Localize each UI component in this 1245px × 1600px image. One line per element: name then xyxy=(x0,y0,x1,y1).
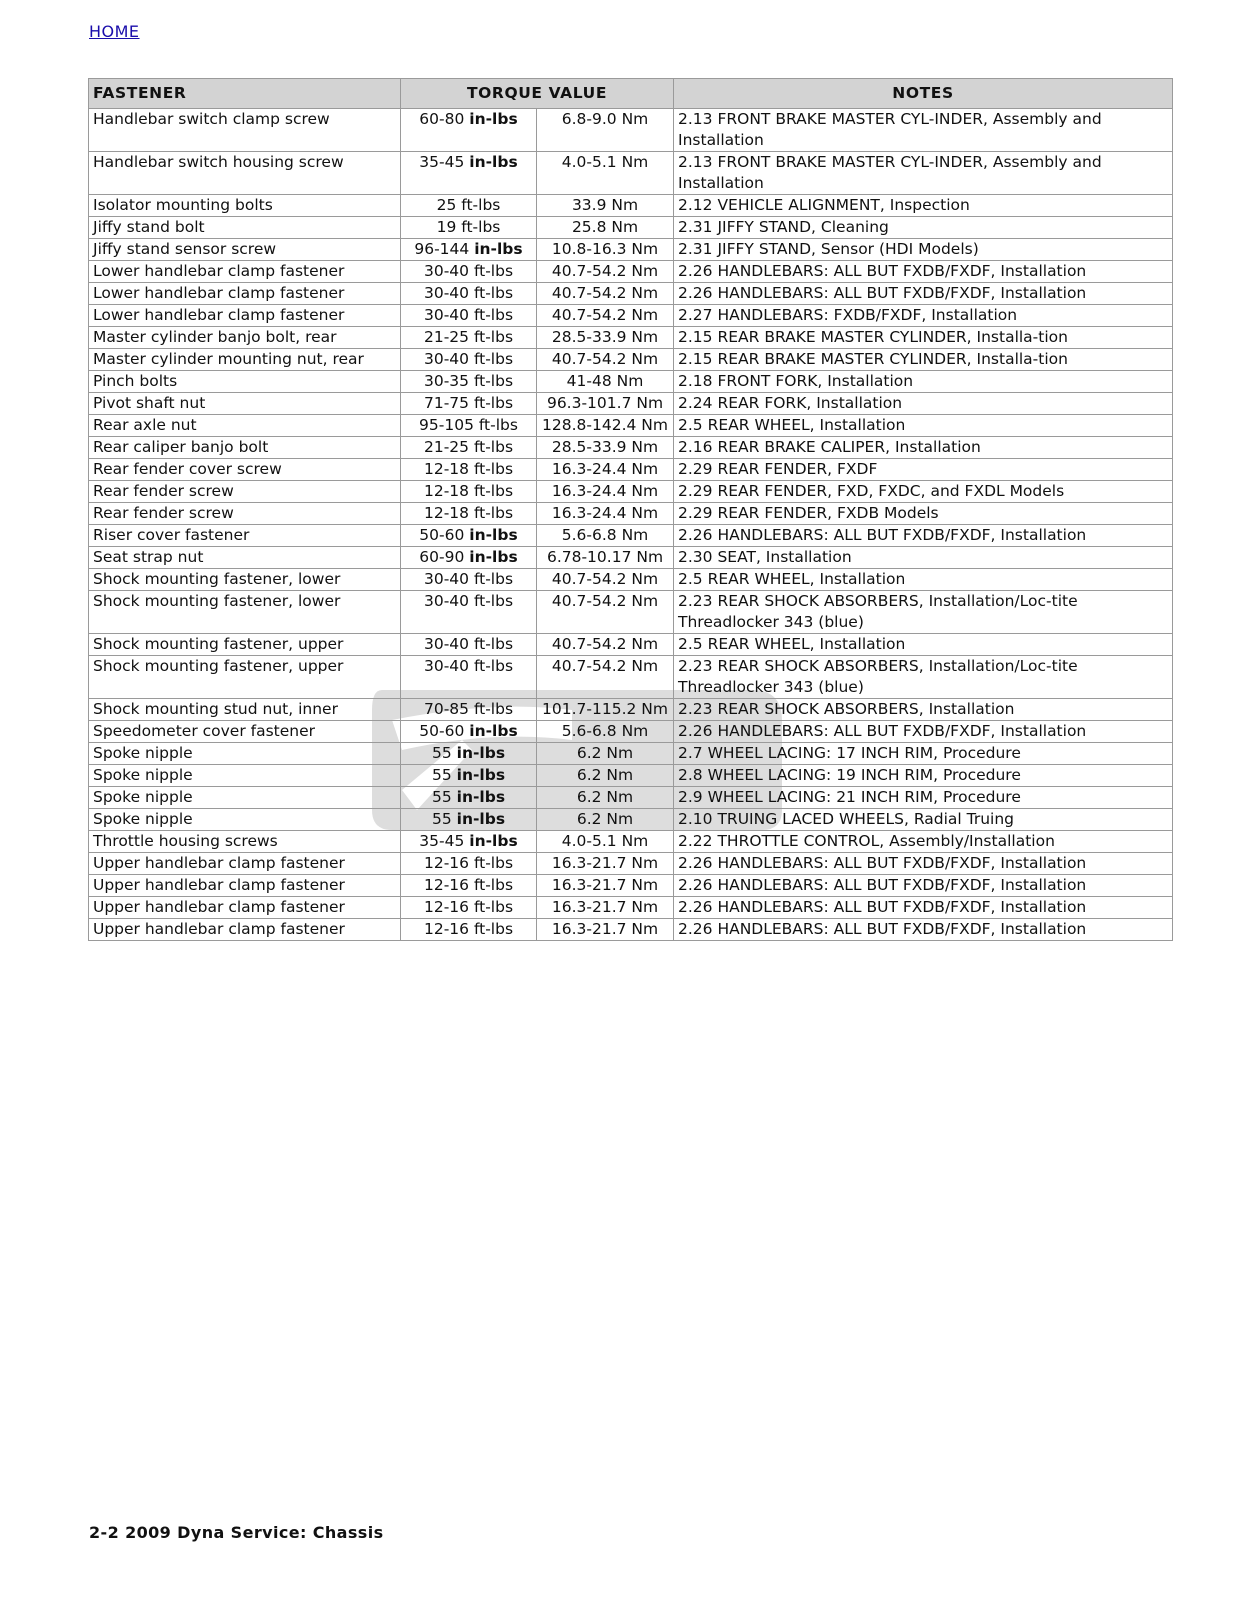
notes-cell: 2.23 REAR SHOCK ABSORBERS, Installation/Loc-tite Threadlocker 343 (blue) xyxy=(674,656,1173,699)
notes-cell: 2.26 HANDLEBARS: ALL BUT FXDB/FXDF, Installation xyxy=(674,525,1173,547)
table-row xyxy=(89,721,1173,743)
torque-value: 30-40 xyxy=(423,657,470,675)
torque-imperial-cell xyxy=(401,261,537,283)
header-torque-value: TORQUE VALUE xyxy=(401,79,674,109)
torque-metric-cell: 40.7-54.2 Nm xyxy=(537,283,674,305)
torque-unit: ft-lbs xyxy=(473,898,514,916)
torque-imperial-cell xyxy=(401,415,537,437)
torque-value: 30-40 xyxy=(423,570,470,588)
fastener-cell: Spoke nipple xyxy=(89,787,401,809)
torque-unit: in-lbs xyxy=(474,240,523,258)
torque-unit: ft-lbs xyxy=(473,700,514,718)
torque-value: 55 xyxy=(431,766,452,784)
table-row xyxy=(89,152,1173,195)
torque-imperial-cell xyxy=(401,283,537,305)
torque-value: 30-40 xyxy=(423,350,470,368)
torque-metric-cell: 40.7-54.2 Nm xyxy=(537,634,674,656)
torque-metric-cell: 40.7-54.2 Nm xyxy=(537,569,674,591)
table-row xyxy=(89,195,1173,217)
torque-metric-cell: 6.2 Nm xyxy=(537,809,674,831)
torque-value: 60-90 xyxy=(419,548,465,566)
torque-imperial-cell xyxy=(401,656,537,699)
torque-metric-cell: 6.2 Nm xyxy=(537,787,674,809)
table-row xyxy=(89,239,1173,261)
torque-imperial-cell xyxy=(401,853,537,875)
header-notes: NOTES xyxy=(674,79,1173,109)
table-row xyxy=(89,743,1173,765)
torque-metric-cell: 16.3-24.4 Nm xyxy=(537,481,674,503)
fastener-cell: Handlebar switch housing screw xyxy=(89,152,401,195)
torque-imperial-cell xyxy=(401,371,537,393)
torque-imperial-cell xyxy=(401,809,537,831)
table-row xyxy=(89,809,1173,831)
notes-cell: 2.9 WHEEL LACING: 21 INCH RIM, Procedure xyxy=(674,787,1173,809)
notes-cell: 2.24 REAR FORK, Installation xyxy=(674,393,1173,415)
fastener-cell: Spoke nipple xyxy=(89,743,401,765)
torque-unit: in-lbs xyxy=(469,722,518,740)
torque-value: 50-60 xyxy=(419,526,465,544)
torque-value: 96-144 xyxy=(414,240,470,258)
fastener-cell: Throttle housing screws xyxy=(89,831,401,853)
torque-value: 12-18 xyxy=(423,482,470,500)
torque-metric-cell: 6.2 Nm xyxy=(537,765,674,787)
torque-imperial-cell xyxy=(401,459,537,481)
torque-unit: in-lbs xyxy=(469,832,518,850)
torque-value: 95-105 xyxy=(419,416,474,434)
table-row xyxy=(89,634,1173,656)
torque-value: 12-16 xyxy=(423,920,470,938)
notes-cell: 2.15 REAR BRAKE MASTER CYLINDER, Installa-tion xyxy=(674,349,1173,371)
table-row xyxy=(89,109,1173,152)
torque-metric-cell: 96.3-101.7 Nm xyxy=(537,393,674,415)
fastener-cell: Pivot shaft nut xyxy=(89,393,401,415)
torque-metric-cell: 16.3-24.4 Nm xyxy=(537,503,674,525)
torque-metric-cell: 5.6-6.8 Nm xyxy=(537,525,674,547)
torque-imperial-cell xyxy=(401,109,537,152)
notes-cell: 2.26 HANDLEBARS: ALL BUT FXDB/FXDF, Installation xyxy=(674,721,1173,743)
fastener-cell: Pinch bolts xyxy=(89,371,401,393)
torque-imperial-cell xyxy=(401,437,537,459)
notes-cell: 2.12 VEHICLE ALIGNMENT, Inspection xyxy=(674,195,1173,217)
notes-cell: 2.16 REAR BRAKE CALIPER, Installation xyxy=(674,437,1173,459)
torque-unit: ft-lbs xyxy=(473,284,514,302)
fastener-cell: Shock mounting fastener, upper xyxy=(89,634,401,656)
torque-value: 30-40 xyxy=(423,262,470,280)
table-row xyxy=(89,261,1173,283)
page-footer: 2-2 2009 Dyna Service: Chassis xyxy=(89,1523,384,1542)
notes-cell: 2.23 REAR SHOCK ABSORBERS, Installation/Loc-tite Threadlocker 343 (blue) xyxy=(674,591,1173,634)
notes-cell: 2.26 HANDLEBARS: ALL BUT FXDB/FXDF, Installation xyxy=(674,919,1173,941)
notes-cell: 2.8 WHEEL LACING: 19 INCH RIM, Procedure xyxy=(674,765,1173,787)
torque-value: 30-40 xyxy=(423,635,470,653)
fastener-cell: Rear fender cover screw xyxy=(89,459,401,481)
notes-cell: 2.26 HANDLEBARS: ALL BUT FXDB/FXDF, Installation xyxy=(674,853,1173,875)
table-row xyxy=(89,787,1173,809)
table-body xyxy=(89,109,1173,941)
torque-imperial-cell xyxy=(401,765,537,787)
notes-cell: 2.13 FRONT BRAKE MASTER CYL-INDER, Assembly and Installation xyxy=(674,152,1173,195)
torque-imperial-cell xyxy=(401,152,537,195)
notes-cell: 2.29 REAR FENDER, FXDB Models xyxy=(674,503,1173,525)
notes-cell: 2.31 JIFFY STAND, Cleaning xyxy=(674,217,1173,239)
notes-cell: 2.23 REAR SHOCK ABSORBERS, Installation xyxy=(674,699,1173,721)
table-row xyxy=(89,327,1173,349)
torque-unit: ft-lbs xyxy=(473,482,514,500)
torque-metric-cell: 16.3-24.4 Nm xyxy=(537,459,674,481)
torque-metric-cell: 6.2 Nm xyxy=(537,743,674,765)
table-row xyxy=(89,393,1173,415)
torque-imperial-cell xyxy=(401,831,537,853)
torque-unit: ft-lbs xyxy=(473,372,514,390)
torque-unit: ft-lbs xyxy=(473,306,514,324)
fastener-cell: Speedometer cover fastener xyxy=(89,721,401,743)
fastener-cell: Upper handlebar clamp fastener xyxy=(89,919,401,941)
notes-cell: 2.5 REAR WHEEL, Installation xyxy=(674,415,1173,437)
table-row xyxy=(89,305,1173,327)
torque-metric-cell: 5.6-6.8 Nm xyxy=(537,721,674,743)
fastener-cell: Rear fender screw xyxy=(89,481,401,503)
notes-cell: 2.29 REAR FENDER, FXD, FXDC, and FXDL Models xyxy=(674,481,1173,503)
torque-value: 12-18 xyxy=(423,460,470,478)
torque-metric-cell: 6.78-10.17 Nm xyxy=(537,547,674,569)
home-link[interactable]: HOME xyxy=(89,22,140,41)
torque-unit: ft-lbs xyxy=(473,504,514,522)
torque-unit: in-lbs xyxy=(456,766,506,784)
table-row xyxy=(89,217,1173,239)
notes-cell: 2.22 THROTTLE CONTROL, Assembly/Installation xyxy=(674,831,1173,853)
torque-value: 12-16 xyxy=(423,876,470,894)
torque-imperial-cell xyxy=(401,525,537,547)
torque-value: 21-25 xyxy=(423,438,470,456)
notes-cell: 2.26 HANDLEBARS: ALL BUT FXDB/FXDF, Installation xyxy=(674,283,1173,305)
torque-unit: ft-lbs xyxy=(473,328,514,346)
notes-cell: 2.10 TRUING LACED WHEELS, Radial Truing xyxy=(674,809,1173,831)
torque-imperial-cell xyxy=(401,699,537,721)
torque-unit: ft-lbs xyxy=(473,920,514,938)
notes-cell: 2.5 REAR WHEEL, Installation xyxy=(674,569,1173,591)
table-row xyxy=(89,765,1173,787)
table-row xyxy=(89,875,1173,897)
torque-imperial-cell xyxy=(401,787,537,809)
torque-value: 30-35 xyxy=(423,372,470,390)
notes-cell: 2.30 SEAT, Installation xyxy=(674,547,1173,569)
torque-unit: ft-lbs xyxy=(473,854,514,872)
torque-imperial-cell xyxy=(401,393,537,415)
torque-unit: in-lbs xyxy=(469,526,518,544)
torque-value: 55 xyxy=(431,788,452,806)
torque-value: 25 xyxy=(436,196,457,214)
fastener-cell: Master cylinder mounting nut, rear xyxy=(89,349,401,371)
torque-imperial-cell xyxy=(401,897,537,919)
notes-cell: 2.26 HANDLEBARS: ALL BUT FXDB/FXDF, Installation xyxy=(674,261,1173,283)
torque-value: 55 xyxy=(431,810,452,828)
fastener-cell: Rear axle nut xyxy=(89,415,401,437)
table-row xyxy=(89,897,1173,919)
torque-unit: ft-lbs xyxy=(473,592,514,610)
torque-value: 30-40 xyxy=(423,592,470,610)
table-row xyxy=(89,547,1173,569)
torque-metric-cell: 25.8 Nm xyxy=(537,217,674,239)
torque-metric-cell: 40.7-54.2 Nm xyxy=(537,261,674,283)
torque-metric-cell: 128.8-142.4 Nm xyxy=(537,415,674,437)
fastener-cell: Shock mounting fastener, upper xyxy=(89,656,401,699)
fastener-cell: Shock mounting fastener, lower xyxy=(89,591,401,634)
torque-unit: ft-lbs xyxy=(473,657,514,675)
torque-metric-cell: 4.0-5.1 Nm xyxy=(537,831,674,853)
torque-imperial-cell xyxy=(401,217,537,239)
torque-imperial-cell xyxy=(401,481,537,503)
torque-value: 12-16 xyxy=(423,854,470,872)
torque-imperial-cell xyxy=(401,919,537,941)
torque-unit: ft-lbs xyxy=(473,394,514,412)
fastener-cell: Spoke nipple xyxy=(89,765,401,787)
torque-metric-cell: 40.7-54.2 Nm xyxy=(537,305,674,327)
torque-unit: in-lbs xyxy=(469,548,518,566)
torque-imperial-cell xyxy=(401,875,537,897)
torque-unit: in-lbs xyxy=(456,810,506,828)
torque-value: 70-85 xyxy=(423,700,470,718)
table-row xyxy=(89,283,1173,305)
torque-unit: in-lbs xyxy=(469,153,518,171)
torque-metric-cell: 16.3-21.7 Nm xyxy=(537,853,674,875)
torque-value: 19 xyxy=(436,218,457,236)
torque-metric-cell: 16.3-21.7 Nm xyxy=(537,875,674,897)
torque-imperial-cell xyxy=(401,721,537,743)
torque-unit: in-lbs xyxy=(456,744,506,762)
torque-imperial-cell xyxy=(401,305,537,327)
torque-unit: ft-lbs xyxy=(478,416,518,434)
table-row xyxy=(89,699,1173,721)
torque-metric-cell: 41-48 Nm xyxy=(537,371,674,393)
torque-unit: ft-lbs xyxy=(461,218,501,236)
torque-metric-cell: 40.7-54.2 Nm xyxy=(537,349,674,371)
torque-unit: ft-lbs xyxy=(473,262,514,280)
fastener-cell: Lower handlebar clamp fastener xyxy=(89,283,401,305)
table-row xyxy=(89,853,1173,875)
fastener-cell: Lower handlebar clamp fastener xyxy=(89,305,401,327)
fastener-cell: Jiffy stand sensor screw xyxy=(89,239,401,261)
torque-value: 12-16 xyxy=(423,898,470,916)
torque-unit: in-lbs xyxy=(456,788,506,806)
fastener-cell: Jiffy stand bolt xyxy=(89,217,401,239)
fastener-cell: Riser cover fastener xyxy=(89,525,401,547)
fastener-cell: Spoke nipple xyxy=(89,809,401,831)
fastener-cell: Handlebar switch clamp screw xyxy=(89,109,401,152)
fastener-cell: Seat strap nut xyxy=(89,547,401,569)
torque-value: 12-18 xyxy=(423,504,470,522)
fastener-cell: Upper handlebar clamp fastener xyxy=(89,853,401,875)
torque-value: 30-40 xyxy=(423,306,470,324)
torque-unit: ft-lbs xyxy=(473,350,514,368)
table-row xyxy=(89,371,1173,393)
torque-value: 50-60 xyxy=(419,722,465,740)
torque-metric-cell: 40.7-54.2 Nm xyxy=(537,656,674,699)
table-row xyxy=(89,525,1173,547)
torque-value: 71-75 xyxy=(423,394,470,412)
table-row xyxy=(89,591,1173,634)
torque-value: 35-45 xyxy=(419,153,465,171)
torque-unit: ft-lbs xyxy=(473,876,514,894)
torque-value: 21-25 xyxy=(423,328,470,346)
table-row xyxy=(89,919,1173,941)
fastener-cell: Shock mounting stud nut, inner xyxy=(89,699,401,721)
fastener-cell: Rear fender screw xyxy=(89,503,401,525)
table-row xyxy=(89,656,1173,699)
torque-metric-cell: 16.3-21.7 Nm xyxy=(537,919,674,941)
table-row xyxy=(89,437,1173,459)
fastener-cell: Upper handlebar clamp fastener xyxy=(89,897,401,919)
torque-unit: ft-lbs xyxy=(473,635,514,653)
table-row xyxy=(89,349,1173,371)
torque-metric-cell: 10.8-16.3 Nm xyxy=(537,239,674,261)
torque-value: 55 xyxy=(431,744,452,762)
notes-cell: 2.27 HANDLEBARS: FXDB/FXDF, Installation xyxy=(674,305,1173,327)
torque-metric-cell: 28.5-33.9 Nm xyxy=(537,437,674,459)
notes-cell: 2.18 FRONT FORK, Installation xyxy=(674,371,1173,393)
fastener-cell: Lower handlebar clamp fastener xyxy=(89,261,401,283)
notes-cell: 2.15 REAR BRAKE MASTER CYLINDER, Installa-tion xyxy=(674,327,1173,349)
fastener-cell: Master cylinder banjo bolt, rear xyxy=(89,327,401,349)
fastener-cell: Shock mounting fastener, lower xyxy=(89,569,401,591)
torque-imperial-cell xyxy=(401,591,537,634)
torque-imperial-cell xyxy=(401,195,537,217)
table-row xyxy=(89,415,1173,437)
torque-imperial-cell xyxy=(401,547,537,569)
torque-unit: ft-lbs xyxy=(473,570,514,588)
table-row xyxy=(89,481,1173,503)
torque-metric-cell: 101.7-115.2 Nm xyxy=(537,699,674,721)
torque-metric-cell: 6.8-9.0 Nm xyxy=(537,109,674,152)
table-row xyxy=(89,831,1173,853)
torque-value: 30-40 xyxy=(423,284,470,302)
torque-imperial-cell xyxy=(401,503,537,525)
torque-imperial-cell xyxy=(401,349,537,371)
torque-imperial-cell xyxy=(401,634,537,656)
torque-metric-cell: 28.5-33.9 Nm xyxy=(537,327,674,349)
torque-table xyxy=(88,78,1173,941)
torque-metric-cell: 4.0-5.1 Nm xyxy=(537,152,674,195)
torque-value: 35-45 xyxy=(419,832,465,850)
torque-metric-cell: 33.9 Nm xyxy=(537,195,674,217)
notes-cell: 2.7 WHEEL LACING: 17 INCH RIM, Procedure xyxy=(674,743,1173,765)
torque-value: 60-80 xyxy=(419,110,465,128)
notes-cell: 2.29 REAR FENDER, FXDF xyxy=(674,459,1173,481)
torque-imperial-cell xyxy=(401,743,537,765)
fastener-cell: Rear caliper banjo bolt xyxy=(89,437,401,459)
torque-metric-cell: 40.7-54.2 Nm xyxy=(537,591,674,634)
torque-unit: ft-lbs xyxy=(461,196,501,214)
notes-cell: 2.13 FRONT BRAKE MASTER CYL-INDER, Assembly and Installation xyxy=(674,109,1173,152)
notes-cell: 2.5 REAR WHEEL, Installation xyxy=(674,634,1173,656)
notes-cell: 2.26 HANDLEBARS: ALL BUT FXDB/FXDF, Installation xyxy=(674,875,1173,897)
table-row xyxy=(89,569,1173,591)
header-fastener: FASTENER xyxy=(89,79,401,109)
torque-imperial-cell xyxy=(401,327,537,349)
torque-unit: ft-lbs xyxy=(473,460,514,478)
notes-cell: 2.26 HANDLEBARS: ALL BUT FXDB/FXDF, Installation xyxy=(674,897,1173,919)
torque-imperial-cell xyxy=(401,239,537,261)
torque-unit: in-lbs xyxy=(469,110,518,128)
torque-metric-cell: 16.3-21.7 Nm xyxy=(537,897,674,919)
table-row xyxy=(89,503,1173,525)
torque-unit: ft-lbs xyxy=(473,438,514,456)
torque-imperial-cell xyxy=(401,569,537,591)
fastener-cell: Upper handlebar clamp fastener xyxy=(89,875,401,897)
table-row xyxy=(89,459,1173,481)
fastener-cell: Isolator mounting bolts xyxy=(89,195,401,217)
notes-cell: 2.31 JIFFY STAND, Sensor (HDI Models) xyxy=(674,239,1173,261)
table-header-row xyxy=(89,79,1173,109)
